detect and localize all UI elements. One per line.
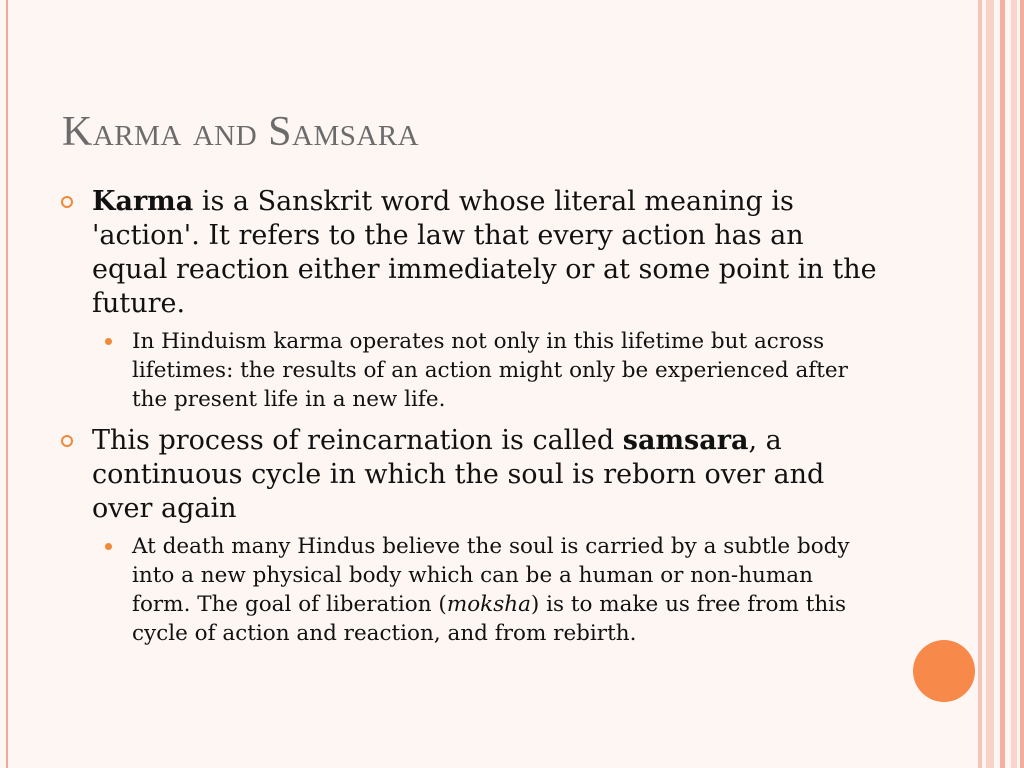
sub-bullet-text-pre: At death many Hindus believe the soul is carried by a subtle body into a new physical body which can be a human or non-human form. The goal of liberation ( [132,534,850,617]
sub-bullet-text: In Hinduism karma operates not only in this lifetime but across lifetimes: the results of an action might only be experienced after the present life in a new life. [132,329,848,412]
sub-bullet-samsara [132,532,872,648]
right-border-stripe [1000,0,1005,768]
bullet-group-karma [0,185,900,414]
bullet-karma [92,185,882,321]
dot-bullet-icon [105,543,112,550]
bold-term: Karma [92,186,194,217]
bullet-text-pre: This process of reincarnation is called [92,425,623,456]
bullet-samsara [92,424,882,526]
sub-bullet-text-post: ) is to make us free from this cycle of action and reaction, and from rebirth. [132,592,847,646]
right-border-stripe [986,0,994,768]
bullet-text-post: , a continuous cycle in which the soul is reborn over and over again [92,425,825,524]
right-border-stripe [1020,0,1024,768]
bullet-group-samsara [0,424,900,648]
right-border-stripe [978,0,982,768]
right-border-stripe [1011,0,1017,768]
slide-title: Karma and Samsara [62,109,420,155]
italic-term: moksha [446,592,531,617]
sub-bullet-karma [132,327,872,414]
ring-bullet-icon [61,196,73,208]
decorative-circle [913,640,975,702]
dot-bullet-icon [105,338,112,345]
ring-bullet-icon [61,435,73,447]
bullet-text: is a Sanskrit word whose literal meaning is 'action'. It refers to the law that every action has an equal reaction either immediately or at some point in the future. [92,186,877,319]
bold-term: samsara [622,425,749,456]
